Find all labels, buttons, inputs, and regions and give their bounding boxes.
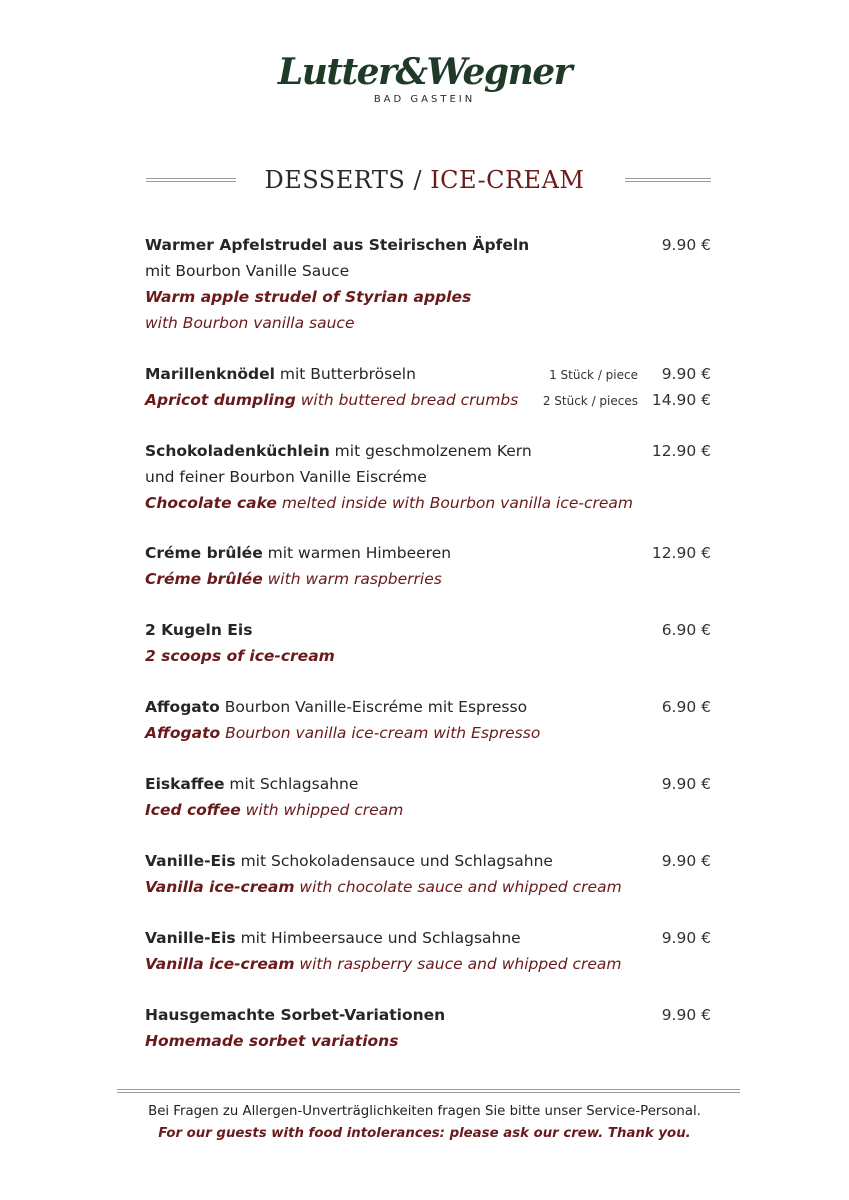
item-desc-de: mit Bourbon Vanille Sauce <box>145 262 350 280</box>
item-name-de: Warmer Apfelstrudel aus Steirischen Äpfeln <box>145 236 530 254</box>
item-desc-de: mit Butterbröseln <box>274 365 416 383</box>
menu-item-iced-coffee <box>145 771 711 823</box>
item-desc-en: with buttered bread crumbs <box>295 391 519 409</box>
item-price: 6.90 € <box>661 621 711 639</box>
item-desc-en: Bourbon vanilla ice-cream with Espresso <box>220 724 541 742</box>
item-price: 9.90 € <box>661 852 711 870</box>
item-name-en: Homemade sorbet variations <box>145 1032 399 1050</box>
item-price: 9.90 € <box>661 1006 711 1024</box>
item-desc-de-2: und feiner Bourbon Vanille Eiscréme <box>145 468 427 486</box>
heading-part-2: ICE-CREAM <box>430 166 585 194</box>
item-price: 6.90 € <box>661 698 711 716</box>
item-desc-de: mit Schlagsahne <box>224 775 359 793</box>
item-name-de: Marillenknödel <box>145 365 275 383</box>
menu-item-apricot-dumpling <box>145 361 711 413</box>
allergen-note-de: Bei Fragen zu Allergen-Unverträglichkeiten fragen Sie bitte unser Service-Personal. <box>148 1104 701 1119</box>
item-price: 9.90 € <box>661 929 711 947</box>
restaurant-logo <box>0 50 849 105</box>
item-name-en: Vanilla ice-cream <box>145 878 295 896</box>
item-name-de: Schokoladenküchlein <box>145 442 330 460</box>
menu-item-ice-cream-scoops <box>145 617 711 669</box>
item-name-en: Iced coffee <box>145 801 241 819</box>
item-desc-en: with Bourbon vanilla sauce <box>145 314 355 332</box>
item-name-en: Affogato <box>145 724 221 742</box>
menu-item-creme-brulee <box>145 540 711 592</box>
item-name-de: 2 Kugeln Eis <box>145 621 253 639</box>
section-heading <box>0 163 849 197</box>
item-price: 9.90 € <box>661 236 711 254</box>
item-name-en: Créme brûlée <box>145 570 263 588</box>
item-name-en: Chocolate cake <box>145 494 277 512</box>
menu-item-vanilla-chocolate <box>145 848 711 900</box>
item-desc-en: with whipped cream <box>240 801 404 819</box>
menu-item-apple-strudel <box>145 232 711 336</box>
heading-part-1: DESSERTS / <box>264 166 431 194</box>
item-desc-en: with chocolate sauce and whipped cream <box>294 878 622 896</box>
logo-location: BAD GASTEIN <box>373 94 476 105</box>
item-name-de: Vanille-Eis <box>145 929 236 947</box>
footer-rule <box>117 1089 740 1093</box>
heading-rule-right <box>625 178 711 182</box>
menu-item-vanilla-raspberry <box>145 925 711 977</box>
item-name-de: Affogato <box>145 698 220 716</box>
item-name-en: Apricot dumpling <box>145 391 296 409</box>
item-desc-en: with warm raspberries <box>262 570 442 588</box>
item-desc-en: melted inside with Bourbon vanilla ice-cream <box>276 494 633 512</box>
item-variant-2: 2 Stück / pieces <box>542 394 638 408</box>
item-price: 12.90 € <box>651 442 711 460</box>
item-desc-de: Bourbon Vanille-Eiscréme mit Espresso <box>219 698 528 716</box>
item-price: 9.90 € <box>661 775 711 793</box>
item-desc-de: mit warmen Himbeeren <box>262 544 452 562</box>
allergen-note-en: For our guests with food intolerances: please ask our crew. Thank you. <box>158 1126 691 1141</box>
item-name-de: Créme brûlée <box>145 544 263 562</box>
item-name-de: Vanille-Eis <box>145 852 236 870</box>
item-price-2: 14.90 € <box>651 391 711 409</box>
item-price: 12.90 € <box>651 544 711 562</box>
item-name-de: Eiskaffee <box>145 775 225 793</box>
item-name-en: 2 scoops of ice-cream <box>145 647 335 665</box>
item-price-1: 9.90 € <box>661 365 711 383</box>
logo-wordmark: Lutter&Wegner <box>277 51 572 93</box>
menu-item-sorbet <box>145 1002 711 1054</box>
menu-item-chocolate-cake <box>145 438 711 516</box>
item-desc-en: with raspberry sauce and whipped cream <box>294 955 622 973</box>
item-name-en: Vanilla ice-cream <box>145 955 295 973</box>
item-desc-de: mit Himbeersauce und Schlagsahne <box>235 929 521 947</box>
item-variant-1: 1 Stück / piece <box>549 368 638 382</box>
item-desc-de: mit geschmolzenem Kern <box>329 442 532 460</box>
menu-item-affogato <box>145 694 711 746</box>
item-desc-de: mit Schokoladensauce und Schlagsahne <box>235 852 553 870</box>
item-name-de: Hausgemachte Sorbet-Variationen <box>145 1006 446 1024</box>
item-name-en: Warm apple strudel of Styrian apples <box>145 288 472 306</box>
